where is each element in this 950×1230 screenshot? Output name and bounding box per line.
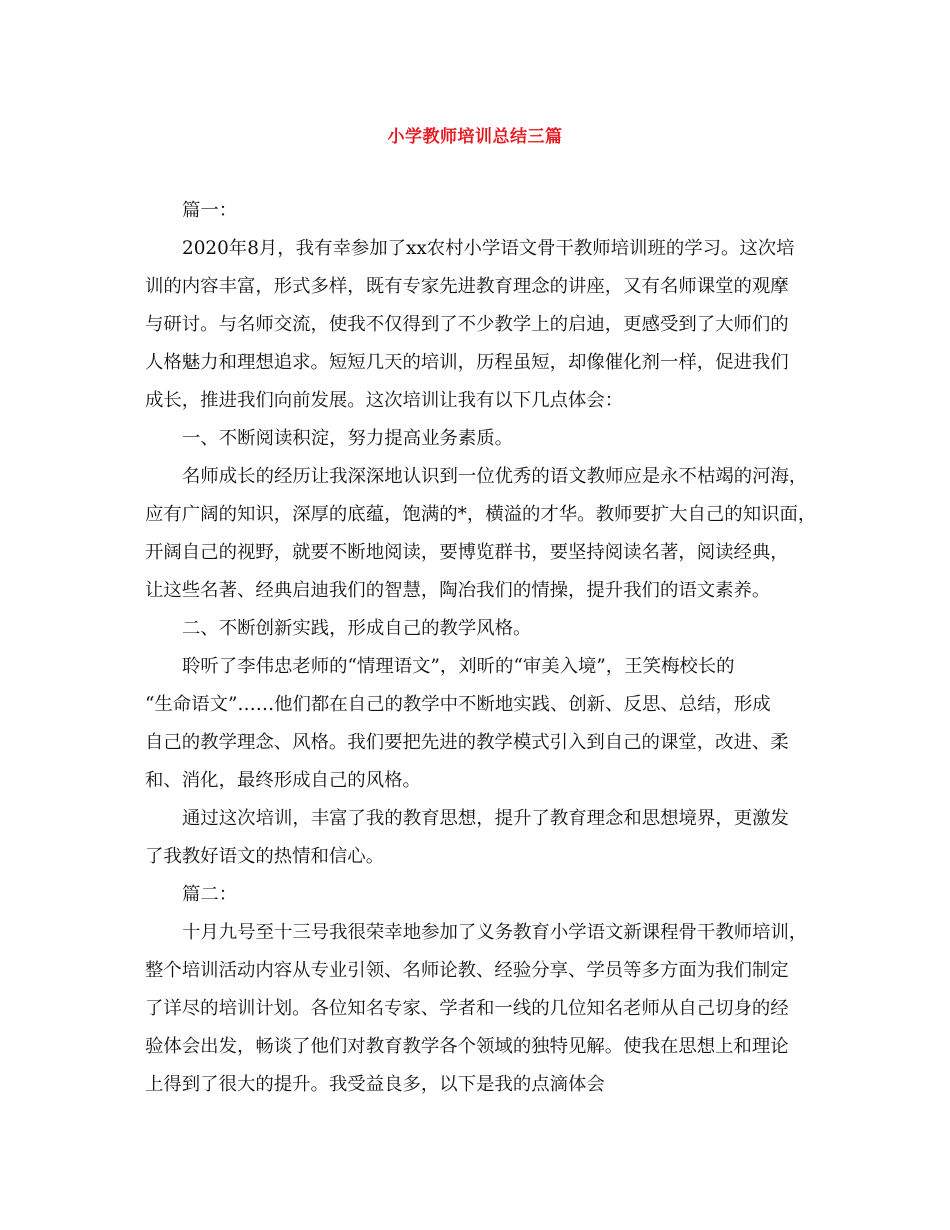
- text-line: 聆听了李伟忠老师的“情理语文”，刘昕的“审美入境”，王笑梅校长的: [182, 656, 735, 677]
- text-line: 与研讨。与名师交流，使我不仅得到了不少教学上的启迪，更感受到了大师们的: [145, 314, 789, 335]
- text-line: 名师成长的经历让我深深地认识到一位优秀的语文教师应是永不枯竭的河海，: [182, 466, 808, 487]
- text-line: 和、消化，最终形成自己的风格。: [145, 770, 421, 791]
- text-line: 应有广阔的知识，深厚的底蕴，饱满的*，横溢的才华。教师要扩大自己的知识面，: [145, 504, 817, 525]
- text-line: 成长，推进我们向前发展。这次培训让我有以下几点体会：: [145, 390, 624, 411]
- text-line: 整个培训活动内容从专业引领、名师论教、经验分享、学员等多方面为我们制定: [145, 960, 789, 981]
- text-line: 篇一：: [182, 200, 238, 221]
- text-line: 验体会出发，畅谈了他们对教育教学各个领域的独特见解。使我在思想上和理论: [145, 1036, 789, 1057]
- text-line: 了我教好语文的热情和信心。: [145, 846, 385, 867]
- text-line: 篇二：: [182, 884, 238, 905]
- text-line: 训的内容丰富，形式多样，既有专家先进教育理念的讲座，又有名师课堂的观摩: [145, 276, 789, 297]
- text-line: 让这些名著、经典启迪我们的智慧，陶冶我们的情操，提升我们的语文素养。: [145, 580, 771, 601]
- text-line: 十月九号至十三号我很荣幸地参加了义务教育小学语文新课程骨干教师培训，: [182, 922, 808, 943]
- text-line: 了详尽的培训计划。各位知名专家、学者和一线的几位知名老师从自己切身的经: [145, 998, 789, 1019]
- text-line: 人格魅力和理想追求。短短几天的培训，历程虽短，却像催化剂一样，促进我们: [145, 352, 789, 373]
- document-title: 小学教师培训总结三篇: [387, 127, 563, 147]
- text-line: 二、不断创新实践，形成自己的教学风格。: [182, 618, 532, 639]
- document-body: [145, 192, 815, 1104]
- text-line: “生命语文”……他们都在自己的教学中不断地实践、创新、反思、总结，形成: [145, 694, 771, 715]
- text-line: 2020年8月，我有幸参加了xx农村小学语文骨干教师培训班的学习。这次培: [182, 238, 795, 259]
- text-line: 开阔自己的视野，就要不断地阅读，要博览群书，要坚持阅读名著，阅读经典，: [145, 542, 789, 563]
- text-line: 自己的教学理念、风格。我们要把先进的教学模式引入到自己的课堂，改进、柔: [145, 732, 789, 753]
- text-line: 通过这次培训，丰富了我的教育思想，提升了教育理念和思想境界，更激发: [182, 808, 789, 829]
- text-line: 上得到了很大的提升。我受益良多，以下是我的点滴体会: [145, 1074, 605, 1095]
- text-line: 一、不断阅读积淀，努力提高业务素质。: [182, 428, 514, 449]
